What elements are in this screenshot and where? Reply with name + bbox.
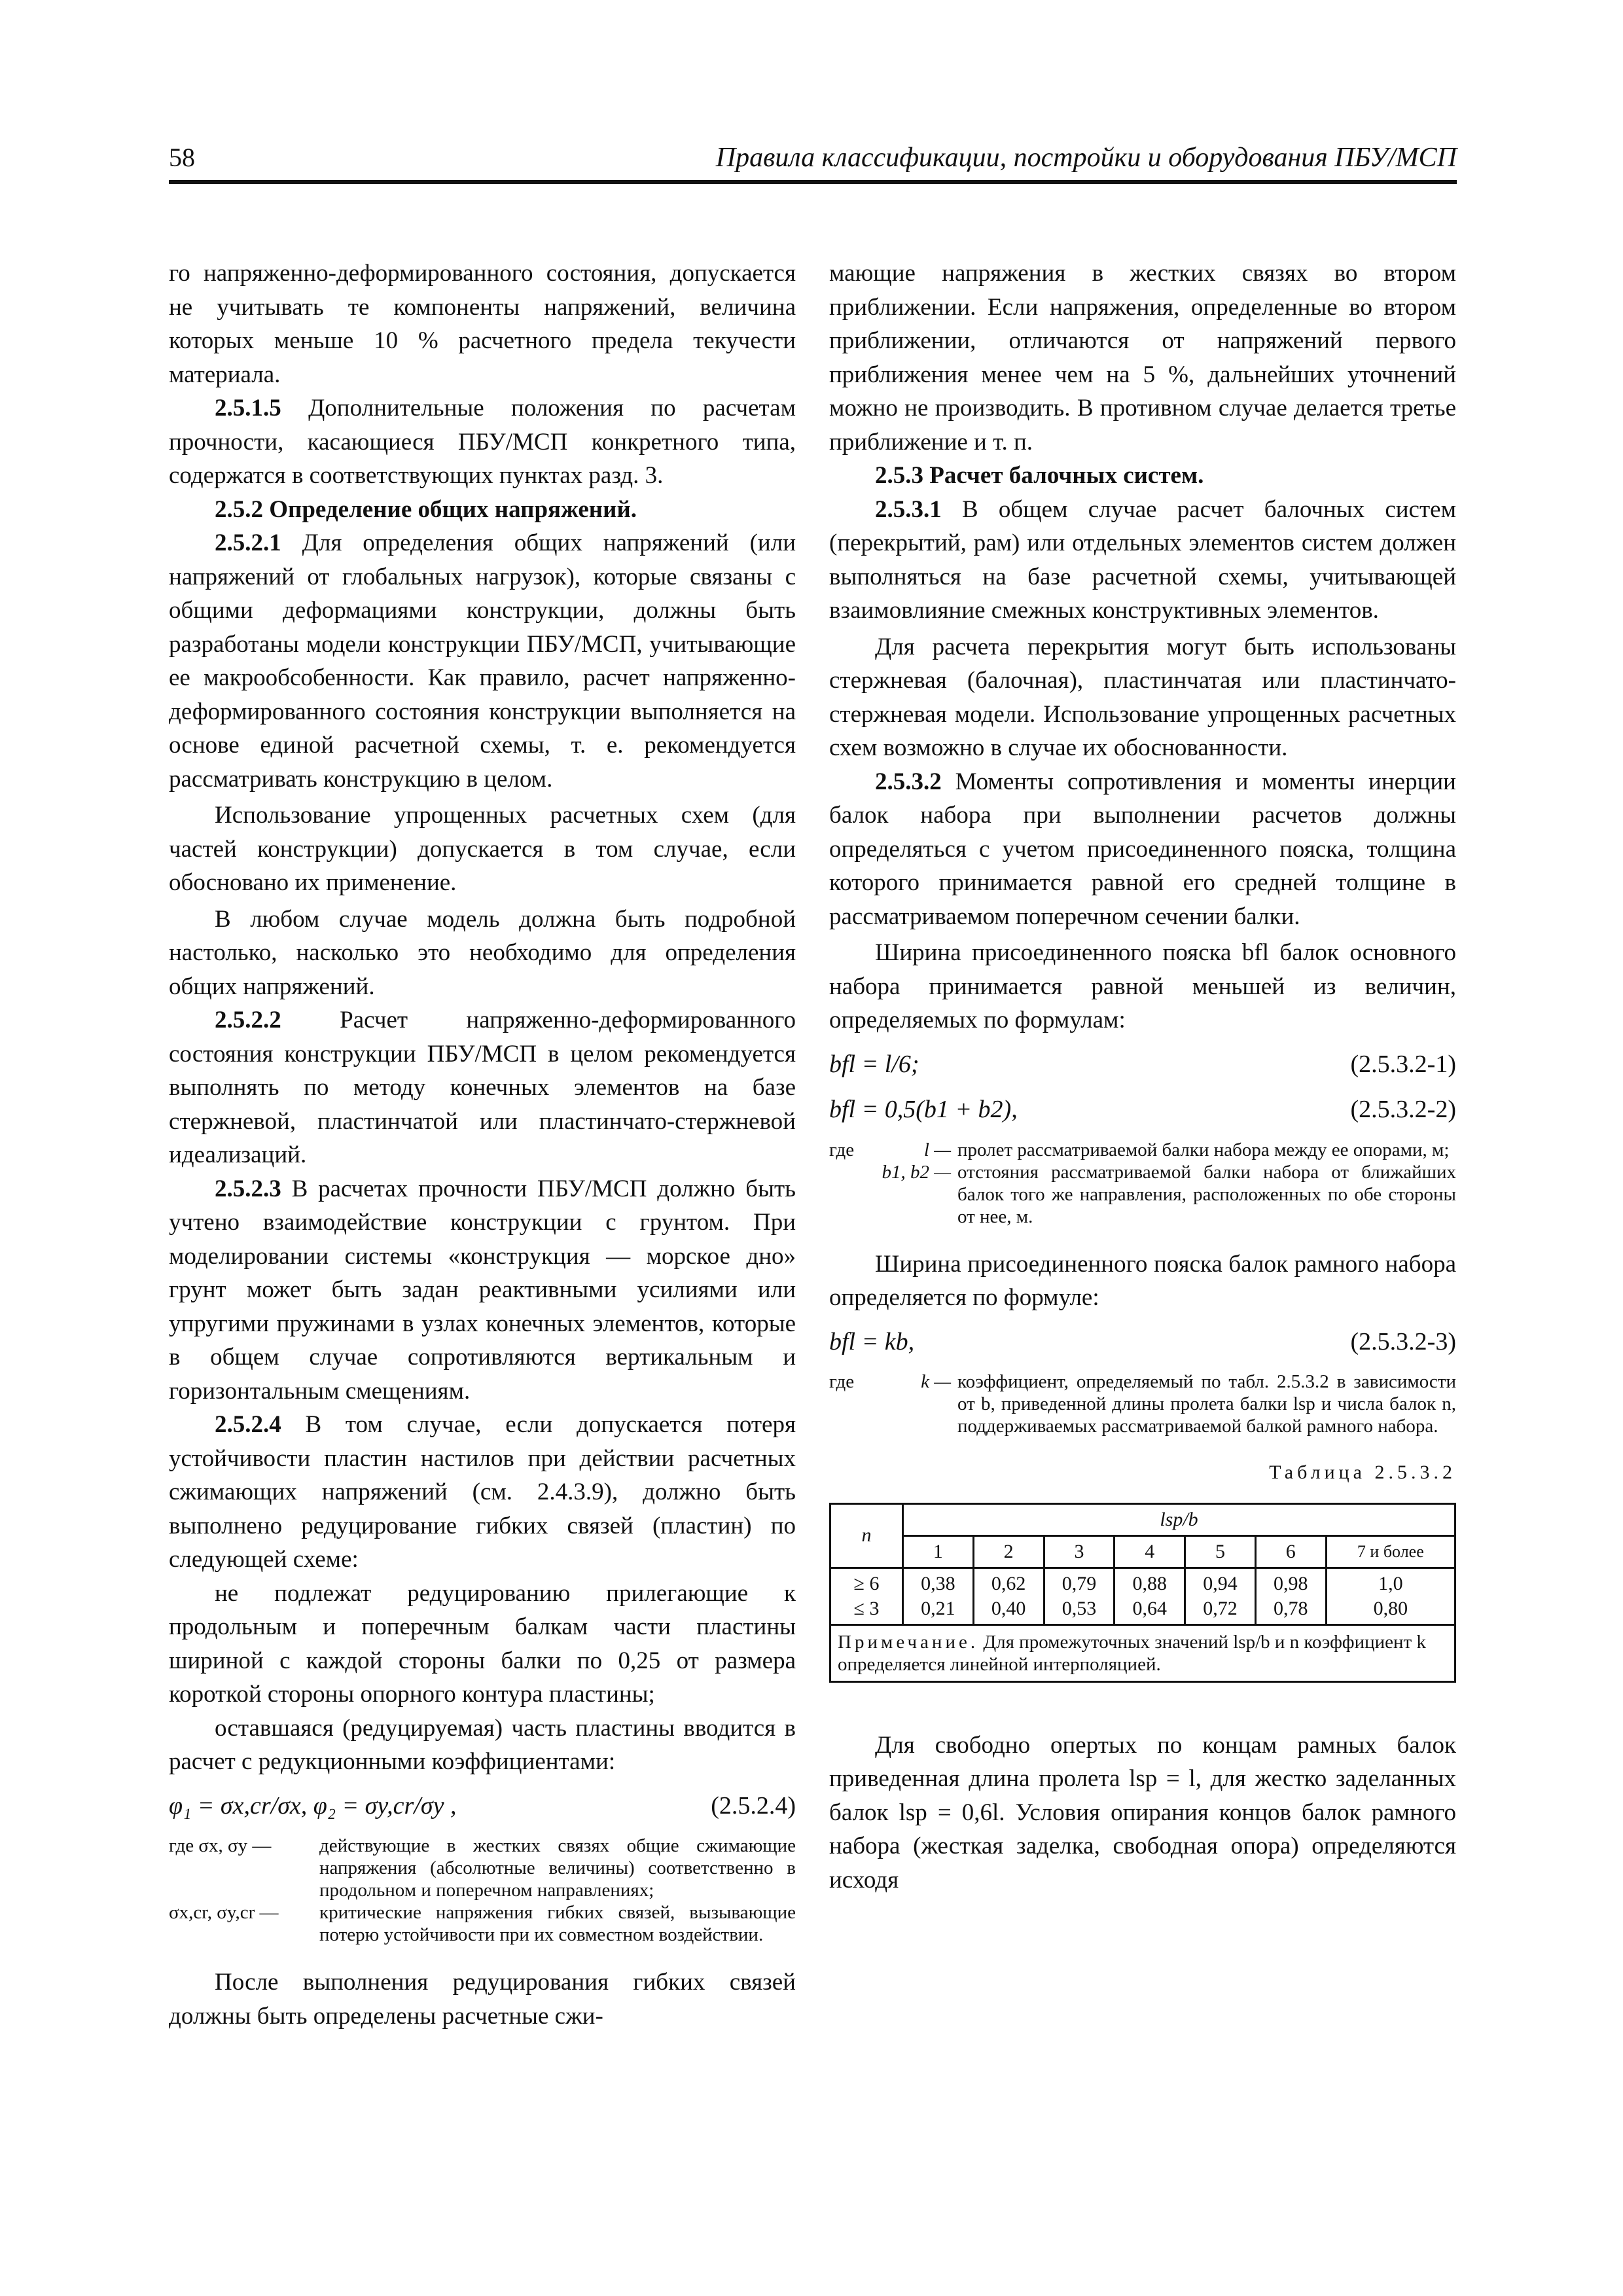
table-header-cell: 6 [1255, 1535, 1326, 1568]
paragraph: го напряженно-деформированного состояния, допускается не учитывать те компоненты напряжений, величина которых меньше 10 % расчетного предела текучести материала. [169, 260, 796, 388]
table-header-row [830, 1535, 1455, 1568]
running-title: Правила классификации, постройки и оборудования ПБУ/МСП [715, 143, 1457, 173]
legend-lead: где [829, 1371, 855, 1392]
formula [169, 1789, 796, 1823]
paragraph [829, 765, 1456, 934]
legend-symbol: σx,cr, σy,cr — [169, 1902, 279, 1923]
right-column [829, 257, 1456, 1897]
table-header-cell: 1 [903, 1535, 974, 1568]
cell-value: 0,94 [1203, 1572, 1238, 1594]
table-header-cell: 2 [973, 1535, 1044, 1568]
table-cell [1044, 1568, 1115, 1624]
cell-value: 0,98 [1274, 1572, 1308, 1594]
paragraph [169, 526, 796, 796]
cell-value: 0,88 [1132, 1572, 1167, 1594]
legend-text: критические напряжения гибких связей, вызывающие потерю устойчивости при их совместном воздействии. [319, 1902, 796, 1945]
paragraph-text: Дополнительные положения по расчетам прочности, касающиеся ПБУ/МСП конкретного типа, содержатся в соответствующих пунктах разд. 3. [169, 395, 796, 489]
cell-value: 0,80 [1373, 1597, 1408, 1619]
clause-number: 2.5.1.5 [215, 395, 281, 422]
legend-text: пролет рассматриваемой балки набора между ее опорами, м; [957, 1139, 1450, 1160]
paragraph: оставшаяся (редуцируемая) часть пластины вводится в расчет с редукционными коэффициентами: [169, 1714, 796, 1775]
paragraph: В любом случае модель должна быть подробной настолько, насколько это необходимо для определения общих напряжений. [169, 905, 796, 1000]
legend-text: действующие в жестких связях общие сжимающие напряжения (абсолютные величины) соответственно в продольном и поперечном направлениях; [319, 1835, 796, 1901]
cell-value: 1,0 [1378, 1572, 1403, 1594]
page-header [169, 134, 1457, 184]
formula-expression: φ₁ = σx,cr/σx, φ₂ = σy,cr/σy , [169, 1791, 457, 1820]
paragraph: мающие напряжения в жестких связях во втором приближении. Если напряжения, определенные во втором приближении, отличаются от напряжений первого приближения менее чем на 5 %, дальнейших уточнений можно не производить. В противном случае делается третье приближение и т. п. [829, 260, 1456, 456]
paragraph-text: В расчетах прочности ПБУ/МСП должно быть учтено взаимодействие конструкции с грунтом. При моделировании системы «конструкция — морское дно» грунт может быть задан реактивными усилиями или упругими пружинами в узлах конечных элементов, которые в общем случае сопротивляются вертикальным и горизонтальным смещениям. [169, 1175, 796, 1405]
formula-number: (2.5.3.2-2) [1350, 1096, 1456, 1123]
table-cell [1185, 1568, 1256, 1624]
cell-value: 0,38 [921, 1572, 955, 1594]
legend-symbol: k — [921, 1371, 951, 1392]
formula-number: (2.5.3.2-3) [1350, 1327, 1456, 1355]
table-header-row [830, 1503, 1455, 1535]
paragraph-text: В общем случае расчет балочных систем (перекрытий, рам) или отдельных элементов систем должен выполняться на базе расчетной схемы, учитывающей взаимовлияние смежных конструктивных элементов. [829, 495, 1456, 624]
paragraph [169, 391, 796, 493]
paragraph-text: В том случае, если допускается потеря устойчивости пластин настилов при действии расчетных сжимающих напряжений (см. 2.4.3.9), должно быть выполнено редуцирование гибких связей (пластин) по следующей схеме: [169, 1411, 796, 1573]
table-header-cell: 7 и более [1326, 1535, 1455, 1568]
formula [829, 1093, 1456, 1127]
formula-legend [829, 1371, 1456, 1437]
legend-lead-spacer [829, 1161, 879, 1228]
legend-row [829, 1371, 1456, 1437]
legend-text: отстояния рассматриваемой балки набора от ближайших балок того же направления, расположенных по обе стороны от нее, м. [957, 1161, 1456, 1227]
table-header-n: n [830, 1503, 903, 1568]
paragraph: Для свободно опертых по концам рамных балок приведенная длина пролета lsp = l, для жестко заделанных балок lsp = 0,6l. Условия опирания концов балок рамного набора (жесткая заделка, свободная опора) определяются исходя [829, 1731, 1456, 1893]
paragraph [829, 493, 1456, 628]
row-label-2: ≤ 3 [853, 1597, 880, 1619]
note-text: Для промежуточных значений lsp/b и n коэффициент k определяется линейной интерполяцией. [838, 1631, 1426, 1675]
section-heading: 2.5.3 Расчет балочных систем. [875, 462, 1204, 489]
page-number: 58 [169, 143, 195, 172]
paragraph-text: Для определения общих напряжений (или напряжений от глобальных нагрузок), которые связаны с общими деформациями конструкции, должны быть разработаны модели конструкции ПБУ/МСП, учитывающие ее макрообсобенности. Как правило, расчет напряженно-деформированного состояния конструкции выполняется на основе единой расчетной схемы, т. е. рекомендуется рассматривать конструкцию в целом. [169, 529, 796, 793]
clause-number: 2.5.3.1 [875, 495, 942, 523]
formula-number: (2.5.2.4) [711, 1791, 796, 1820]
clause-number: 2.5.2.3 [215, 1175, 281, 1202]
table-header-cell: 4 [1115, 1535, 1185, 1568]
cell-value: 0,53 [1061, 1597, 1097, 1619]
cell-value: 0,79 [1061, 1572, 1097, 1594]
paragraph: Ширина присоединенного пояска балок рамного набора определяется по формуле: [829, 1250, 1456, 1311]
cell-value: 0,40 [991, 1597, 1026, 1619]
paragraph: После выполнения редуцирования гибких связей должны быть определены расчетные сжи- [169, 1969, 796, 2030]
formula-expression: bfl = 0,5(b1 + b2), [829, 1096, 1018, 1123]
legend-symbol: l — [923, 1139, 951, 1160]
table-header-cell: 3 [1044, 1535, 1115, 1568]
clause-number: 2.5.2.4 [215, 1411, 281, 1438]
formula-expression: bfl = kb, [829, 1327, 915, 1355]
cell-value: 0,64 [1132, 1597, 1167, 1619]
table-row [830, 1568, 1455, 1624]
paragraph [169, 1408, 796, 1577]
paragraph: Для расчета перекрытия могут быть использованы стержневая (балочная), пластинчатая или пластинчато-стержневая модели. Использование упрощенных расчетных схем возможно в случае их обоснованности. [829, 633, 1456, 761]
cell-value: 0,78 [1274, 1597, 1308, 1619]
paragraph-text: Моменты сопротивления и моменты инерции балок набора при выполнении расчетов должны определяться с учетом присоединенного пояска, толщина которого принимается равной его средней толщине в рассматриваемом поперечном сечении балки. [829, 768, 1456, 930]
paragraph [169, 1172, 796, 1408]
table-row-label [830, 1568, 903, 1624]
paragraph: не подлежат редуцированию прилегающие к продольным и поперечным балкам части пластины шириной с каждой стороны балки по 0,25 от размера короткой стороны опорного контура пластины; [169, 1579, 796, 1708]
cell-value: 0,21 [921, 1597, 955, 1619]
formula-legend [169, 1835, 796, 1946]
legend-row [829, 1139, 1456, 1161]
legend-text: коэффициент, определяемый по табл. 2.5.3.2 в зависимости от b, приведенной длины пролета балки lsp и числа балок n, поддерживаемых рассматриваемой балкой рамного набора. [957, 1371, 1456, 1437]
legend-row [169, 1835, 796, 1901]
legend-row [169, 1901, 796, 1946]
formula [829, 1048, 1456, 1082]
table-cell [973, 1568, 1044, 1624]
formula-expression: bfl = l/6; [829, 1050, 919, 1078]
table-cell [1115, 1568, 1185, 1624]
paragraph: Ширина присоединенного пояска bfl балок основного набора принимается равной меньшей из величин, определяемых по формулам: [829, 939, 1456, 1033]
table-caption: Таблица 2.5.3.2 [1269, 1462, 1456, 1483]
paragraph [169, 1003, 796, 1172]
clause-number: 2.5.2.2 [215, 1007, 281, 1033]
clause-number: 2.5.3.2 [875, 768, 942, 795]
coefficient-table [829, 1503, 1456, 1683]
table-cell [903, 1568, 974, 1624]
table-cell [1255, 1568, 1326, 1624]
legend-symbol: b1, b2 — [882, 1161, 951, 1183]
table-header-group: lsp/b [903, 1503, 1455, 1535]
table-cell [1326, 1568, 1455, 1624]
legend-symbol: где σx, σy — [169, 1835, 272, 1856]
left-column [169, 257, 796, 2033]
legend-row [829, 1161, 1456, 1228]
row-label-1: ≥ 6 [853, 1572, 880, 1594]
formula-number: (2.5.3.2-1) [1350, 1050, 1456, 1078]
paragraph: Использование упрощенных расчетных схем (для частей конструкции) допускается в том случае, если обосновано их применение. [169, 802, 796, 896]
legend-lead: где [829, 1139, 855, 1160]
clause-number: 2.5.2.1 [215, 529, 281, 556]
note-label: Примечание. [838, 1631, 979, 1653]
formula [829, 1325, 1456, 1359]
formula-legend [829, 1139, 1456, 1228]
paragraph-text: Расчет напряженно-деформированного состояния конструкции ПБУ/МСП в целом рекомендуется выполнять по методу конечных элементов на базе стержневой, пластинчатой или пластинчато-стержневой идеализаций. [169, 1007, 796, 1168]
cell-value: 0,62 [991, 1572, 1026, 1594]
table-header-cell: 5 [1185, 1535, 1256, 1568]
section-heading: 2.5.2 Определение общих напряжений. [215, 495, 637, 523]
cell-value: 0,72 [1203, 1597, 1238, 1619]
table-note-row [830, 1624, 1455, 1681]
table-note [830, 1624, 1455, 1681]
